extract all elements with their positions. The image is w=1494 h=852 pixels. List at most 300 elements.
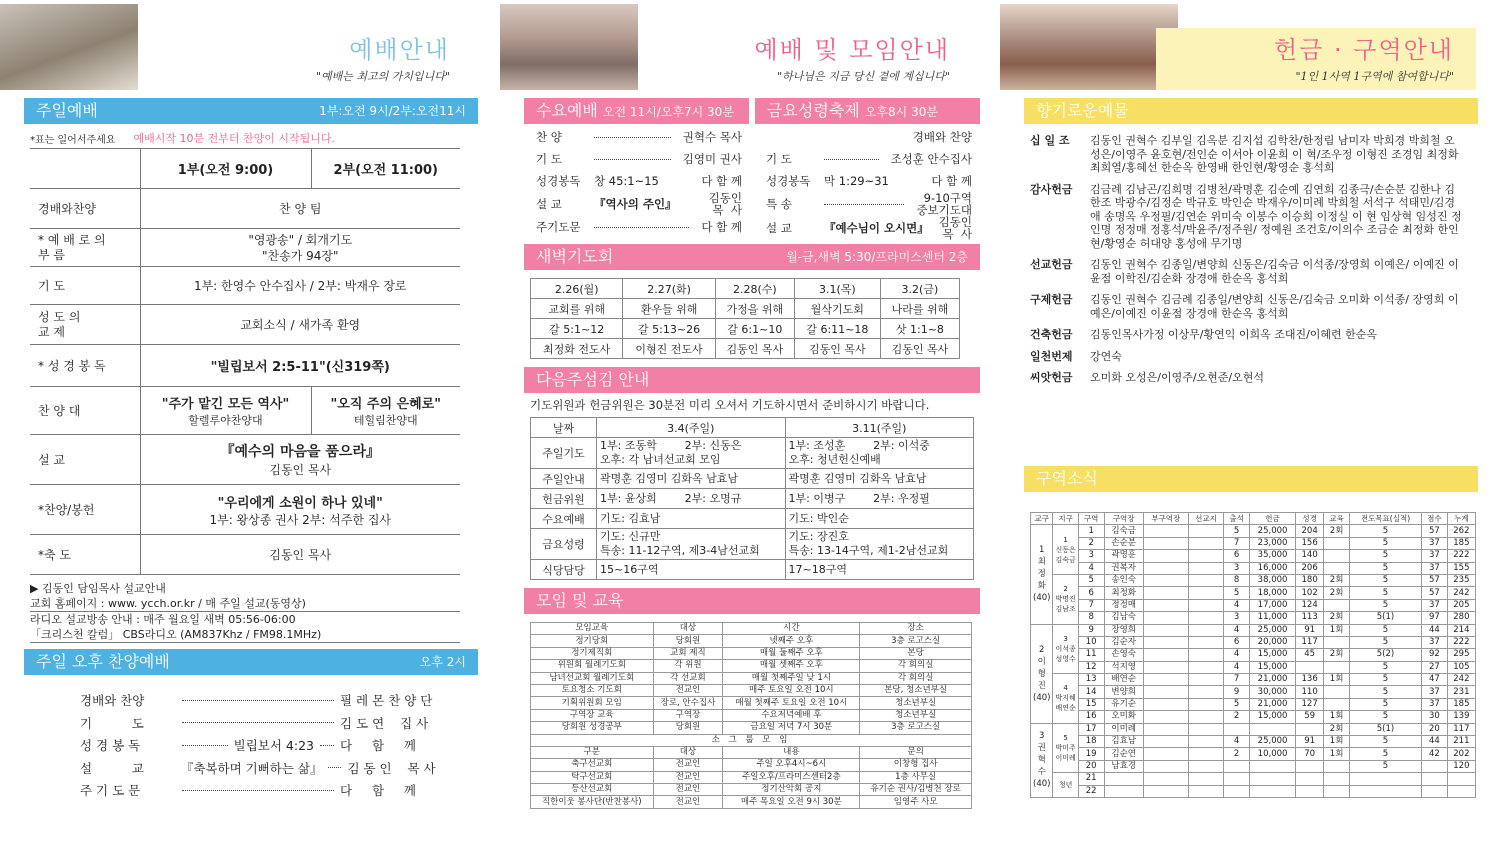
order-label: 성경봉독 — [536, 174, 581, 188]
cell-value: 15,000 — [1250, 711, 1296, 723]
order-label: 설 교 — [766, 221, 792, 235]
small-group-cell: 정기산악회 공지 — [723, 784, 860, 796]
cell-value — [1224, 760, 1250, 772]
cell-value: 4 — [1078, 562, 1104, 574]
district-name: 3 권 혁 수 (40) — [1031, 723, 1053, 797]
dotted-leader — [328, 767, 341, 768]
cell-value: 2회 — [1324, 574, 1350, 586]
dawn-cell: 가정을 위해 — [715, 299, 794, 319]
offering-names: 오미화 오성은/이영주/오현준/오현석 — [1090, 371, 1265, 384]
cell-value: 5 — [1224, 525, 1250, 537]
cell-value: 205 — [1447, 599, 1475, 611]
dotted-leader — [824, 204, 904, 205]
cell-value: 38,000 — [1250, 574, 1296, 586]
midweek-order — [536, 126, 972, 240]
table-row — [1031, 748, 1476, 760]
cell-value: 5 — [1350, 636, 1422, 648]
next-cell: 주일기도 — [531, 438, 597, 469]
cell-value: 김순연 — [1104, 748, 1143, 760]
cell-value — [1143, 674, 1188, 686]
cell-value: 37 — [1421, 599, 1447, 611]
dotted-leader — [824, 159, 879, 160]
order-label: 기 도 — [766, 152, 792, 166]
cell-value: 25,000 — [1250, 525, 1296, 537]
panel-subtitle: "예배는 최고의 가치입니다" — [316, 70, 450, 83]
meeting-cell: 수요저녁예배 후 — [723, 709, 860, 721]
cell-value — [1188, 574, 1223, 586]
offering-row — [1030, 134, 1464, 175]
cell-value: 2회 — [1324, 587, 1350, 599]
order-value: 김영미 권사 — [682, 152, 742, 166]
meeting-cell: 청소년부실 — [860, 697, 972, 709]
cell-value: 45 — [1296, 649, 1324, 661]
bar-time: 오후8시 30분 — [864, 104, 938, 119]
table-row — [531, 672, 972, 684]
date-header: 2.26(월) — [531, 279, 623, 299]
sub-district-name: 5 박미주 이미례 — [1053, 723, 1078, 773]
wed-row — [536, 148, 742, 170]
small-group-cell: 유기순 권사/김병천 장로 — [860, 784, 972, 796]
sermon-label: 설 교 — [30, 435, 140, 485]
order-value: 9-10구역 중보기도대 — [916, 191, 972, 217]
cell-value: 120 — [1447, 760, 1475, 772]
panel-header — [500, 0, 990, 96]
cell-value — [1143, 723, 1188, 735]
offering-panel — [1000, 0, 1494, 852]
order-label: 주 기 도 문 — [80, 783, 141, 799]
cell-value — [1188, 686, 1223, 698]
meeting-cell: 정기당회 — [531, 635, 654, 647]
order-label: 경배와 찬양 — [80, 693, 145, 709]
sub-district-name: 3 이석종 성영수 — [1053, 624, 1078, 674]
cell-value: 20 — [1078, 760, 1104, 772]
cell-value: 235 — [1447, 574, 1475, 586]
cell-value — [1324, 686, 1350, 698]
cell-value: 3 — [1224, 612, 1250, 624]
next-cell: 수요예배 — [531, 509, 597, 529]
cell-value — [1324, 785, 1350, 797]
district-name: 1 최 정 화 (40) — [1031, 525, 1053, 624]
cell-header: 출석 — [1224, 513, 1250, 525]
next-cell: 곽명훈 김영미 김화옥 남효남 — [785, 469, 974, 489]
cell-value: 37 — [1421, 686, 1447, 698]
cell-value: 5 — [1078, 574, 1104, 586]
cell-value: 4 — [1224, 661, 1250, 673]
cell-value — [1143, 661, 1188, 673]
cell-value: 127 — [1296, 698, 1324, 710]
afternoon-order-row — [80, 734, 440, 757]
offering-row — [1030, 371, 1464, 385]
meetings-panel — [500, 0, 990, 852]
cell-value — [1296, 785, 1324, 797]
cell-value: 21,000 — [1250, 698, 1296, 710]
offering-type: 씨앗헌금 — [1030, 371, 1073, 384]
cell-value: 1회 — [1324, 736, 1350, 748]
cell-value — [1188, 587, 1223, 599]
cell-header: 헌금 — [1250, 513, 1296, 525]
cell-value: 2 — [1224, 748, 1250, 760]
cell-value: 5 — [1224, 698, 1250, 710]
cell-value — [1324, 562, 1350, 574]
next-cell: 헌금위원 — [531, 489, 597, 509]
dotted-leader — [182, 700, 334, 701]
cell-value — [1188, 599, 1223, 611]
cell-value: 1회 — [1324, 674, 1350, 686]
next-header: 3.11(주일) — [785, 418, 974, 438]
meeting-cell: 교회 제직 — [653, 647, 723, 659]
table-row — [531, 339, 960, 359]
cell-value: 김숙금 — [1104, 525, 1143, 537]
cell-value: 정정매 — [1104, 599, 1143, 611]
meetings-table — [530, 622, 972, 809]
cell-value: 1회 — [1324, 711, 1350, 723]
meeting-cell: 각 위원 — [653, 660, 723, 672]
meeting-cell: 토요청소 기도회 — [531, 684, 654, 696]
table-row — [531, 489, 974, 509]
cell-value: 10 — [1078, 636, 1104, 648]
cell-value: 5 — [1350, 661, 1422, 673]
sunday-order — [30, 128, 460, 643]
table-row — [531, 647, 972, 659]
table-row — [1031, 760, 1476, 772]
wed-row — [536, 126, 742, 148]
cell-value: 3 — [1078, 550, 1104, 562]
cell-value: 5 — [1350, 686, 1422, 698]
cell-value — [1143, 525, 1188, 537]
cell-value — [1188, 785, 1223, 797]
cell-value: 이미례 — [1104, 723, 1143, 735]
offering-names: 강연숙 — [1090, 349, 1122, 363]
cell-value: 4 — [1224, 624, 1250, 636]
next-cell: 17~18구역 — [785, 560, 974, 580]
cell-value — [1143, 773, 1188, 785]
cell-value: 2 — [1224, 711, 1250, 723]
order-label: 찬 양 — [536, 130, 562, 144]
offering-row — [1030, 328, 1464, 342]
cell-value — [1143, 562, 1188, 574]
next-cell: 주일안내 — [531, 469, 597, 489]
table-row — [531, 319, 960, 339]
next-cell: 기도: 장진호 특송: 13-14구역, 제1-2남선교회 — [785, 529, 974, 560]
small-group-cell: 주일오후/프라미스센터2층 — [723, 771, 860, 783]
cell-value: 2회 — [1324, 649, 1350, 661]
cell-value — [1324, 550, 1350, 562]
cell-value: 211 — [1447, 736, 1475, 748]
next-cell: 1부: 이병구 2부: 우정필 — [785, 489, 974, 509]
offering-names: 김금례 김남곤/김희명 김병천/곽명훈 김순예 김연희 김종극/손순분 김한나 김한조 박광수/김정순 박규호 박인순 박재우/이미례 박희철 서석구 석태민/김경애 송명옥 우정필/김연순 위미숙 이봉수 이승희 이정실 이 현 임상혁 임성진 정인명 정정매 정홍석/박윤주/정주원/ 정예원 조건호/이의수 조금순 최정화 한인현/황영순 허대양 홍성애 무기명 — [1090, 182, 1462, 250]
cell-value: 9 — [1078, 624, 1104, 636]
order-label: 성 경 봉 독 — [80, 738, 141, 754]
cell-header: 지구 — [1053, 513, 1078, 525]
cell-header: 부구역장 — [1143, 513, 1188, 525]
next-cell: 금요성령 — [531, 529, 597, 560]
dawn-cell: 삿 1:1~8 — [880, 319, 959, 339]
table-header-row — [531, 279, 960, 299]
cell-value: 5(2) — [1350, 649, 1422, 661]
wed-row — [536, 192, 742, 216]
table-row — [531, 438, 974, 469]
cell-value: 13 — [1078, 674, 1104, 686]
dawn-cell: 갈 6:1~10 — [715, 319, 794, 339]
cell-value — [1143, 550, 1188, 562]
cell-value — [1188, 550, 1223, 562]
meeting-cell: 매월 셋째주 오후 — [723, 660, 860, 672]
wed-row — [536, 216, 742, 238]
next-header: 3.4(주일) — [597, 418, 786, 438]
cell-value: 20,000 — [1250, 636, 1296, 648]
cell-value: 44 — [1421, 624, 1447, 636]
small-group-cell: 등산선교회 — [531, 784, 654, 796]
dotted-leader — [594, 137, 671, 138]
panel-header — [1000, 0, 1494, 96]
cell-value — [1188, 748, 1223, 760]
cell-value: 37 — [1421, 562, 1447, 574]
cell-value: 2 — [1078, 537, 1104, 549]
table-row — [1031, 550, 1476, 562]
cell-value: 242 — [1447, 587, 1475, 599]
choir1-song: "주가 맡긴 모든 역사" — [161, 397, 290, 412]
cell-value: 장영희 — [1104, 624, 1143, 636]
pulpit-photo — [0, 4, 138, 90]
order-label: * 예 배 로 의 부 름 — [30, 229, 140, 267]
bar-time: 월-금,새벽 5:30/프라미스센터 2층 — [786, 250, 968, 264]
first-service-head: 1부(오전 9:00) — [140, 149, 311, 189]
table-row — [531, 734, 972, 746]
cell-value: 5 — [1350, 574, 1422, 586]
worship-panel — [0, 0, 490, 852]
cell-value — [1324, 661, 1350, 673]
cell-value — [1188, 537, 1223, 549]
cell-value: 2회 — [1324, 525, 1350, 537]
bar-title: 주일 오후 찬양예배 — [36, 652, 170, 671]
table-row — [1031, 587, 1476, 599]
bar-title: 주일예배 — [36, 101, 98, 120]
cell-value: 손영숙 — [1104, 649, 1143, 661]
meeting-cell: 정기제직회 — [531, 647, 654, 659]
small-group-col: 대상 — [653, 746, 723, 758]
cell-value: 석지영 — [1104, 661, 1143, 673]
cell-value — [1324, 760, 1350, 772]
cell-value: 남효경 — [1104, 760, 1143, 772]
offering-names: 김동인목사가정 이상무/황연익 이희옥 조대진/이혜련 한순옥 — [1090, 328, 1378, 341]
cell-value — [1188, 698, 1223, 710]
cell-value: 110 — [1296, 686, 1324, 698]
fri-row — [766, 148, 972, 170]
cell-value: 5 — [1350, 525, 1422, 537]
friday-worship-bar — [755, 98, 980, 124]
cell-value — [1143, 760, 1188, 772]
table-row — [1031, 674, 1476, 686]
cell-value: 오미화 — [1104, 711, 1143, 723]
cell-value — [1324, 537, 1350, 549]
cell-header: 구역 — [1078, 513, 1104, 525]
offering-row — [1030, 183, 1464, 251]
cell-value: 57 — [1421, 574, 1447, 586]
order-label: 기 도 — [30, 267, 140, 305]
cell-value — [1143, 711, 1188, 723]
order-label: 설 교 — [80, 760, 144, 776]
radio-info: 라디오 설교방송 안내 : 매주 월요일 새벽 05:56-06:00 — [30, 613, 296, 626]
cell-value: 2회 — [1324, 612, 1350, 624]
panel-title: 예배안내 — [349, 36, 450, 64]
cell-value: 5 — [1350, 537, 1422, 549]
order-value: 김 도 연 집 사 — [340, 715, 429, 731]
table-row — [1031, 736, 1476, 748]
cell-value: 262 — [1447, 525, 1475, 537]
order-value: 경배와 찬양 — [912, 130, 972, 144]
sermon-title: 『예수의 마음을 품으라』 — [220, 444, 380, 460]
cell-value — [1350, 773, 1422, 785]
sub-district-name: 4 박지혜 배연순 — [1053, 674, 1078, 724]
order-text: 막 1:29~31 — [824, 174, 889, 188]
sermon-info-title: ▶ 김동인 담임목사 설교안내 — [30, 582, 166, 595]
cell-value — [1104, 785, 1143, 797]
choir2-name: 테힐림찬양대 — [353, 414, 418, 427]
cell-value — [1350, 785, 1422, 797]
cell-value: 5 — [1350, 624, 1422, 636]
offering-singers: 1부: 왕상종 권사 2부: 석주한 집사 — [209, 512, 392, 527]
order-label: 주기도문 — [536, 220, 581, 234]
sunday-worship-bar — [24, 98, 478, 124]
dawn-cell: 갈 5:1~12 — [531, 319, 623, 339]
cell-value: 1회 — [1324, 748, 1350, 760]
next-service-table — [530, 417, 974, 580]
cell-value: 송인숙 — [1104, 574, 1143, 586]
cell-value: 59 — [1296, 711, 1324, 723]
date-header: 3.1(목) — [794, 279, 880, 299]
dotted-leader — [182, 745, 228, 746]
table-row — [1031, 624, 1476, 636]
table-row — [1031, 785, 1476, 797]
cell-value: 139 — [1447, 711, 1475, 723]
cell-value — [1143, 686, 1188, 698]
cell-value: 11,000 — [1250, 612, 1296, 624]
cell-value — [1143, 736, 1188, 748]
table-row — [531, 635, 972, 647]
afternoon-worship-bar — [24, 649, 478, 675]
cell-value: 113 — [1296, 612, 1324, 624]
offering-type: 구제헌금 — [1030, 293, 1073, 306]
bar-title: 수요예배 — [536, 100, 598, 120]
cell-value: 김효남 — [1104, 736, 1143, 748]
cell-value — [1421, 760, 1447, 772]
bar-time: 오전 11시/오후7시 30분 — [602, 104, 734, 119]
meeting-header: 시간 — [723, 623, 860, 635]
cell-value: 27 — [1421, 661, 1447, 673]
cell-value — [1296, 723, 1324, 735]
cell-value: 124 — [1296, 599, 1324, 611]
table-header-row — [1031, 513, 1476, 525]
order-value: 김동인 목 사 — [708, 191, 742, 217]
small-group-cell: 이창형 집사 — [860, 759, 972, 771]
cell-value: 206 — [1296, 562, 1324, 574]
cell-value: 4 — [1224, 736, 1250, 748]
cell-value — [1296, 773, 1324, 785]
meeting-cell: 매월 둘째주 오후 — [723, 647, 860, 659]
small-group-cell: 직한이웃 봉사단(반찬봉사) — [531, 796, 654, 808]
cell-header: 점수 — [1421, 513, 1447, 525]
cell-value: 214 — [1447, 624, 1475, 636]
panel-title: 헌금 · 구역안내 — [1274, 36, 1454, 64]
order-text: 빌립보서 4:23 — [233, 738, 314, 754]
cell-value: 6 — [1224, 636, 1250, 648]
next-cell: 1부: 윤상희 2부: 오명규 — [597, 489, 786, 509]
small-group-cell: 탁구선교회 — [531, 771, 654, 783]
order-value: 필 레 몬 찬 양 단 — [340, 693, 433, 709]
next-cell: 곽명훈 김영미 김화옥 남효남 — [597, 469, 786, 489]
cell-value: 30 — [1421, 711, 1447, 723]
order-value: 다 함 께 — [701, 174, 742, 188]
church-photo — [1000, 4, 1178, 90]
bar-time: 1부:오전 9시/2부:오전11시 — [319, 104, 466, 118]
order-value: "영광송" / 회개기도 "찬송가 94장" — [140, 229, 460, 267]
offering-song: "우리에게 소원이 하나 있네" — [217, 495, 383, 511]
cell-value: 37 — [1421, 698, 1447, 710]
dawn-cell: 김동인 목사 — [715, 339, 794, 359]
fri-row — [766, 192, 972, 216]
bar-title: 모임 및 교육 — [536, 591, 624, 610]
cell-value: 180 — [1296, 574, 1324, 586]
cell-value: 5 — [1350, 711, 1422, 723]
cell-value — [1188, 723, 1223, 735]
cell-value — [1188, 711, 1223, 723]
dawn-cell: 최정화 전도사 — [531, 339, 623, 359]
table-row — [1031, 698, 1476, 710]
meeting-cell: 구역장 — [653, 709, 723, 721]
cell-value: 최정화 — [1104, 587, 1143, 599]
meeting-cell: 남녀선교회 월례기도회 — [531, 672, 654, 684]
offering-names: 김동인 권혁수 김부일 김옥분 김지섭 김학찬/한정림 남미자 박희경 박희철 오성은/이영주 윤호현/전인순 이서아 이윤희 이 혁/조우정 이형진 조경임 최정화 최희열/홍혜선 한순옥 한영배 한인현/황영순 홍석희 — [1090, 134, 1459, 174]
small-group-cell: 주일 오후4시~6시 — [723, 759, 860, 771]
table-row — [531, 771, 972, 783]
cell-value — [1324, 698, 1350, 710]
cell-header: 교육 — [1324, 513, 1350, 525]
order-value: 1부: 한영수 안수집사 / 2부: 박재우 장로 — [140, 267, 460, 305]
cell-value: 295 — [1447, 649, 1475, 661]
choir2-song: "오직 주의 은혜로" — [330, 397, 441, 412]
order-text: 『역사의 주인』 — [594, 197, 677, 211]
table-row — [531, 684, 972, 696]
table-row — [531, 722, 972, 734]
meeting-cell: 기획위원회 모임 — [531, 697, 654, 709]
cell-value — [1188, 612, 1223, 624]
panel-title: 예배 및 모임안내 — [754, 36, 950, 64]
choir1-name: 할렐루야찬양대 — [188, 414, 263, 427]
cell-value — [1421, 785, 1447, 797]
cell-value — [1188, 736, 1223, 748]
small-group-cell: 전교인 — [653, 759, 723, 771]
cell-value: 5 — [1350, 736, 1422, 748]
cell-value: 22 — [1078, 785, 1104, 797]
table-row — [1031, 723, 1476, 735]
second-service-head: 2부(오전 11:00) — [311, 149, 460, 189]
meeting-cell: 당회원 — [653, 722, 723, 734]
cell-value: 35,000 — [1250, 550, 1296, 562]
homepage-info[interactable]: 교회 홈페이지 : www. ycch.or.kr / 매 주일 설교(동영상) — [30, 596, 460, 612]
benediction-value: 김동인 목사 — [140, 535, 460, 575]
cell-value: 23,000 — [1250, 537, 1296, 549]
next-service-bar — [524, 367, 980, 393]
date-header: 2.28(수) — [715, 279, 794, 299]
meetings-bar — [524, 588, 980, 614]
table-row — [1031, 537, 1476, 549]
cell-value — [1143, 698, 1188, 710]
next-cell: 15~16구역 — [597, 560, 786, 580]
offering-names: 김동인 권혁수 김종일/변양희 신동은/김숙금 이석종/장영희 이예은/ 이예진 이윤점 이학진/김순화 장경애 한순옥 홍석희 — [1090, 258, 1459, 285]
panel-subtitle: "하나님은 지금 당신 곁에 계십니다" — [777, 70, 950, 83]
cell-value: 57 — [1421, 587, 1447, 599]
cell-value — [1188, 624, 1223, 636]
